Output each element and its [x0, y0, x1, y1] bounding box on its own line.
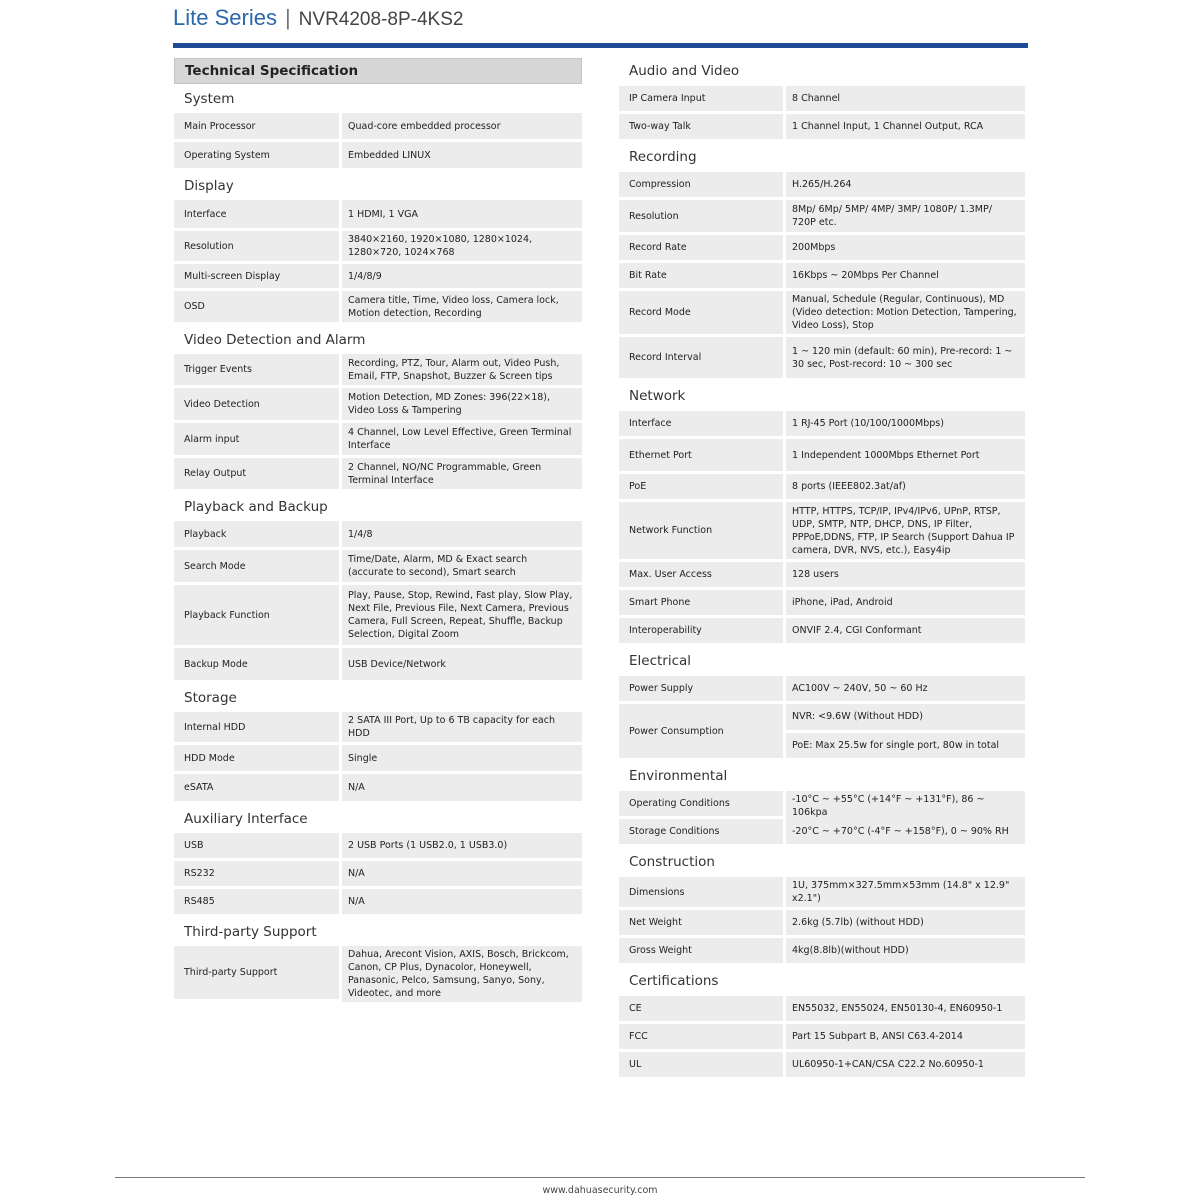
spec-row [619, 791, 1025, 816]
spec-label: Interoperability [619, 618, 783, 643]
spec-label: eSATA [174, 774, 339, 801]
spec-values [786, 676, 1025, 701]
spec-label: Dimensions [619, 877, 783, 907]
spec-values [786, 1024, 1025, 1049]
spec-value: N/A [342, 861, 582, 886]
spec-values [786, 172, 1025, 197]
spec-value: 128 users [786, 562, 1025, 587]
spec-label: Main Processor [174, 113, 339, 139]
spec-row [619, 704, 1025, 758]
spec-values [786, 1052, 1025, 1077]
spec-values [342, 458, 582, 489]
section-title: Playback and Backup [184, 499, 328, 515]
spec-value: -20°C ~ +70°C (-4°F ~ +158°F), 0 ~ 90% RH [786, 819, 1025, 844]
spec-row [619, 502, 1025, 559]
spec-label: HDD Mode [174, 745, 339, 771]
spec-row [619, 996, 1025, 1021]
spec-label: IP Camera Input [619, 86, 783, 111]
spec-values [342, 550, 582, 582]
spec-values [786, 590, 1025, 615]
spec-title: Technical Specification [174, 58, 582, 84]
spec-label: Playback [174, 521, 339, 547]
spec-values [342, 585, 582, 645]
spec-label: Gross Weight [619, 938, 783, 963]
spec-row [619, 172, 1025, 197]
spec-value: NVR: <9.6W (Without HDD) [786, 704, 1025, 730]
spec-label: Search Mode [174, 550, 339, 582]
model-number: NVR4208-8P-4KS2 [298, 9, 464, 30]
spec-value: HTTP, HTTPS, TCP/IP, IPv4/IPv6, UPnP, RTSP, UDP, SMTP, NTP, DHCP, DNS, IP Filter, PPPoE,DDNS, FTP, IP Search (Support Dahua IP camera, DVR, NVS, etc.), Easy4ip [786, 502, 1025, 559]
spec-row [174, 354, 582, 385]
section-title: Display [184, 178, 234, 194]
spec-row [174, 264, 582, 288]
spec-row [174, 521, 582, 547]
spec-row [174, 200, 582, 228]
spec-value: Motion Detection, MD Zones: 396(22×18), Video Loss & Tampering [342, 388, 582, 420]
section-title: Construction [629, 854, 715, 870]
spec-value: Embedded LINUX [342, 142, 582, 168]
spec-label: Multi-screen Display [174, 264, 339, 288]
right-spec-column [619, 56, 1025, 1080]
spec-row [174, 550, 582, 582]
spec-label: Playback Function [174, 585, 339, 645]
spec-label: Max. User Access [619, 562, 783, 587]
spec-values [786, 200, 1025, 232]
section-title: Video Detection and Alarm [184, 332, 366, 348]
spec-value: 2 USB Ports (1 USB2.0, 1 USB3.0) [342, 833, 582, 858]
spec-value: Play, Pause, Stop, Rewind, Fast play, Slow Play, Next File, Previous File, Next Camera, Previous Camera, Full Screen, Repeat, Shuffle, Backup Selection, Digital Zoom [342, 585, 582, 645]
spec-label: Third-party Support [174, 946, 339, 999]
spec-value: 1/4/8/9 [342, 264, 582, 288]
spec-values [342, 354, 582, 385]
spec-label: USB [174, 833, 339, 858]
spec-value: 8Mp/ 6Mp/ 5MP/ 4MP/ 3MP/ 1080P/ 1.3MP/ 720P etc. [786, 200, 1025, 232]
spec-row [619, 819, 1025, 844]
spec-value: Camera title, Time, Video loss, Camera lock, Motion detection, Recording [342, 291, 582, 322]
spec-value: UL60950-1+CAN/CSA C22.2 No.60950-1 [786, 1052, 1025, 1077]
spec-value: 3840×2160, 1920×1080, 1280×1024, 1280×720, 1024×768 [342, 231, 582, 261]
spec-row [619, 235, 1025, 260]
spec-values [786, 996, 1025, 1021]
spec-value: -10°C ~ +55°C (+14°F ~ +131°F), 86 ~ 106kpa [786, 791, 1025, 821]
spec-row [174, 774, 582, 801]
spec-label: Network Function [619, 502, 783, 559]
spec-label: Operating System [174, 142, 339, 168]
spec-value: Time/Date, Alarm, MD & Exact search (accurate to second), Smart search [342, 550, 582, 582]
spec-row [619, 562, 1025, 587]
spec-values [342, 200, 582, 228]
spec-row [619, 474, 1025, 499]
spec-label: Backup Mode [174, 648, 339, 680]
spec-row [174, 946, 582, 999]
section-title: Environmental [629, 768, 728, 784]
section-title: System [184, 91, 235, 107]
spec-values [786, 704, 1025, 758]
spec-values [786, 819, 1025, 844]
spec-values [342, 946, 582, 999]
spec-label: Record Interval [619, 337, 783, 378]
spec-values [786, 562, 1025, 587]
spec-value: Dahua, Arecont Vision, AXIS, Bosch, Brickcom, Canon, CP Plus, Dynacolor, Honeywell, Panasonic, Pelco, Samsung, Sanyo, Sony, Videotec, and more [342, 946, 582, 1002]
spec-row [619, 291, 1025, 334]
spec-row [174, 648, 582, 680]
spec-value: 2 Channel, NO/NC Programmable, Green Terminal Interface [342, 458, 582, 489]
spec-value: 1 HDMI, 1 VGA [342, 200, 582, 228]
spec-label: RS232 [174, 861, 339, 886]
spec-row [174, 889, 582, 914]
spec-value: AC100V ~ 240V, 50 ~ 60 Hz [786, 676, 1025, 701]
spec-row [619, 877, 1025, 907]
spec-values [342, 142, 582, 168]
spec-values [786, 86, 1025, 111]
spec-values [786, 910, 1025, 935]
spec-values [342, 774, 582, 801]
page-header [173, 5, 463, 35]
spec-values [786, 474, 1025, 499]
spec-label: Power Supply [619, 676, 783, 701]
spec-label: Trigger Events [174, 354, 339, 385]
spec-values [342, 231, 582, 261]
spec-label: Bit Rate [619, 263, 783, 288]
spec-value: N/A [342, 889, 582, 914]
spec-values [786, 502, 1025, 559]
spec-value: 1 RJ-45 Port (10/100/1000Mbps) [786, 411, 1025, 436]
spec-row [619, 439, 1025, 471]
spec-value: PoE: Max 25.5w for single port, 80w in total [786, 733, 1025, 759]
section-title: Network [629, 388, 686, 404]
section-title: Audio and Video [629, 63, 740, 79]
header-rule [173, 43, 1028, 48]
spec-label: OSD [174, 291, 339, 322]
spec-values [342, 291, 582, 322]
spec-value: 1 Channel Input, 1 Channel Output, RCA [786, 114, 1025, 139]
spec-values [342, 861, 582, 886]
spec-label: CE [619, 996, 783, 1021]
spec-label: Video Detection [174, 388, 339, 420]
left-spec-column [174, 56, 582, 1002]
spec-label: Ethernet Port [619, 439, 783, 471]
section-title: Auxiliary Interface [184, 811, 308, 827]
spec-value: 16Kbps ~ 20Mbps Per Channel [786, 263, 1025, 288]
spec-row [174, 585, 582, 645]
spec-value: iPhone, iPad, Android [786, 590, 1025, 615]
spec-values [786, 337, 1025, 378]
section-title: Electrical [629, 653, 692, 669]
spec-label: Resolution [619, 200, 783, 232]
spec-label: Power Consumption [619, 704, 783, 758]
spec-values [342, 712, 582, 742]
spec-value: 1 Independent 1000Mbps Ethernet Port [786, 439, 1025, 471]
spec-value: 1U, 375mm×327.5mm×53mm (14.8" x 12.9" x2.1") [786, 877, 1025, 907]
spec-label: PoE [619, 474, 783, 499]
spec-value: EN55032, EN55024, EN50130-4, EN60950-1 [786, 996, 1025, 1021]
spec-row [174, 833, 582, 858]
spec-row [619, 1052, 1025, 1077]
spec-value: 2.6kg (5.7lb) (without HDD) [786, 910, 1025, 935]
spec-label: Internal HDD [174, 712, 339, 742]
spec-label: Net Weight [619, 910, 783, 935]
spec-row [174, 231, 582, 261]
spec-value: Recording, PTZ, Tour, Alarm out, Video Push, Email, FTP, Snapshot, Buzzer & Screen tips [342, 354, 582, 385]
spec-value: H.265/H.264 [786, 172, 1025, 197]
spec-row [619, 676, 1025, 701]
spec-label: Alarm input [174, 423, 339, 455]
spec-values [786, 114, 1025, 139]
spec-label: Compression [619, 172, 783, 197]
spec-value: USB Device/Network [342, 648, 582, 680]
spec-row [619, 938, 1025, 963]
spec-row [174, 861, 582, 886]
spec-row [619, 337, 1025, 378]
spec-values [342, 264, 582, 288]
spec-value: Manual, Schedule (Regular, Continuous), MD (Video detection: Motion Detection, Tampering, Video Loss), Stop [786, 291, 1025, 334]
spec-label: Smart Phone [619, 590, 783, 615]
spec-row [174, 745, 582, 771]
spec-values [342, 113, 582, 139]
spec-label: Record Rate [619, 235, 783, 260]
spec-label: Interface [174, 200, 339, 228]
spec-value: 4kg(8.8lb)(without HDD) [786, 938, 1025, 963]
spec-row [619, 618, 1025, 643]
spec-label: RS485 [174, 889, 339, 914]
spec-row [619, 200, 1025, 232]
spec-value: 8 ports (IEEE802.3at/af) [786, 474, 1025, 499]
spec-value: Single [342, 745, 582, 771]
spec-values [342, 388, 582, 420]
spec-label: Relay Output [174, 458, 339, 489]
spec-label: FCC [619, 1024, 783, 1049]
spec-label: Resolution [174, 231, 339, 261]
spec-row [174, 458, 582, 489]
spec-values [342, 648, 582, 680]
spec-row [174, 142, 582, 168]
spec-value: Part 15 Subpart B, ANSI C63.4-2014 [786, 1024, 1025, 1049]
section-title: Certifications [629, 973, 719, 989]
spec-row [619, 1024, 1025, 1049]
spec-values [786, 618, 1025, 643]
spec-value: 200Mbps [786, 235, 1025, 260]
spec-values [786, 877, 1025, 907]
series-name: Lite Series [173, 5, 277, 30]
spec-value: 2 SATA III Port, Up to 6 TB capacity for each HDD [342, 712, 582, 742]
spec-value: 8 Channel [786, 86, 1025, 111]
footer-rule [115, 1177, 1085, 1178]
spec-values [786, 291, 1025, 334]
spec-label: Two-way Talk [619, 114, 783, 139]
spec-row [619, 114, 1025, 139]
spec-values [786, 263, 1025, 288]
spec-label: UL [619, 1052, 783, 1077]
spec-row [619, 590, 1025, 615]
spec-label: Storage Conditions [619, 819, 783, 844]
spec-row [619, 86, 1025, 111]
spec-row [174, 388, 582, 420]
footer-url[interactable]: www.dahuasecurity.com [542, 1185, 658, 1196]
spec-value: 1/4/8 [342, 521, 582, 547]
spec-values [786, 235, 1025, 260]
spec-values [342, 889, 582, 914]
spec-row [174, 423, 582, 455]
spec-row [619, 263, 1025, 288]
spec-value: 4 Channel, Low Level Effective, Green Terminal Interface [342, 423, 582, 455]
spec-value: N/A [342, 774, 582, 801]
spec-value: Quad-core embedded processor [342, 113, 582, 139]
spec-label: Operating Conditions [619, 791, 783, 816]
spec-values [786, 791, 1025, 816]
section-title: Third-party Support [184, 924, 317, 940]
spec-values [786, 938, 1025, 963]
spec-row [619, 910, 1025, 935]
section-title: Storage [184, 690, 237, 706]
spec-row [174, 712, 582, 742]
spec-values [342, 423, 582, 455]
spec-values [342, 521, 582, 547]
header-separator: | [284, 5, 291, 30]
spec-row [174, 113, 582, 139]
spec-values [786, 411, 1025, 436]
spec-values [342, 745, 582, 771]
spec-values [342, 833, 582, 858]
spec-row [174, 291, 582, 322]
section-title: Recording [629, 149, 697, 165]
spec-value: 1 ~ 120 min (default: 60 min), Pre-record: 1 ~ 30 sec, Post-record: 10 ~ 300 sec [786, 337, 1025, 378]
spec-row [619, 411, 1025, 436]
spec-value: ONVIF 2.4, CGI Conformant [786, 618, 1025, 643]
spec-label: Interface [619, 411, 783, 436]
spec-label: Record Mode [619, 291, 783, 334]
spec-values [786, 439, 1025, 471]
